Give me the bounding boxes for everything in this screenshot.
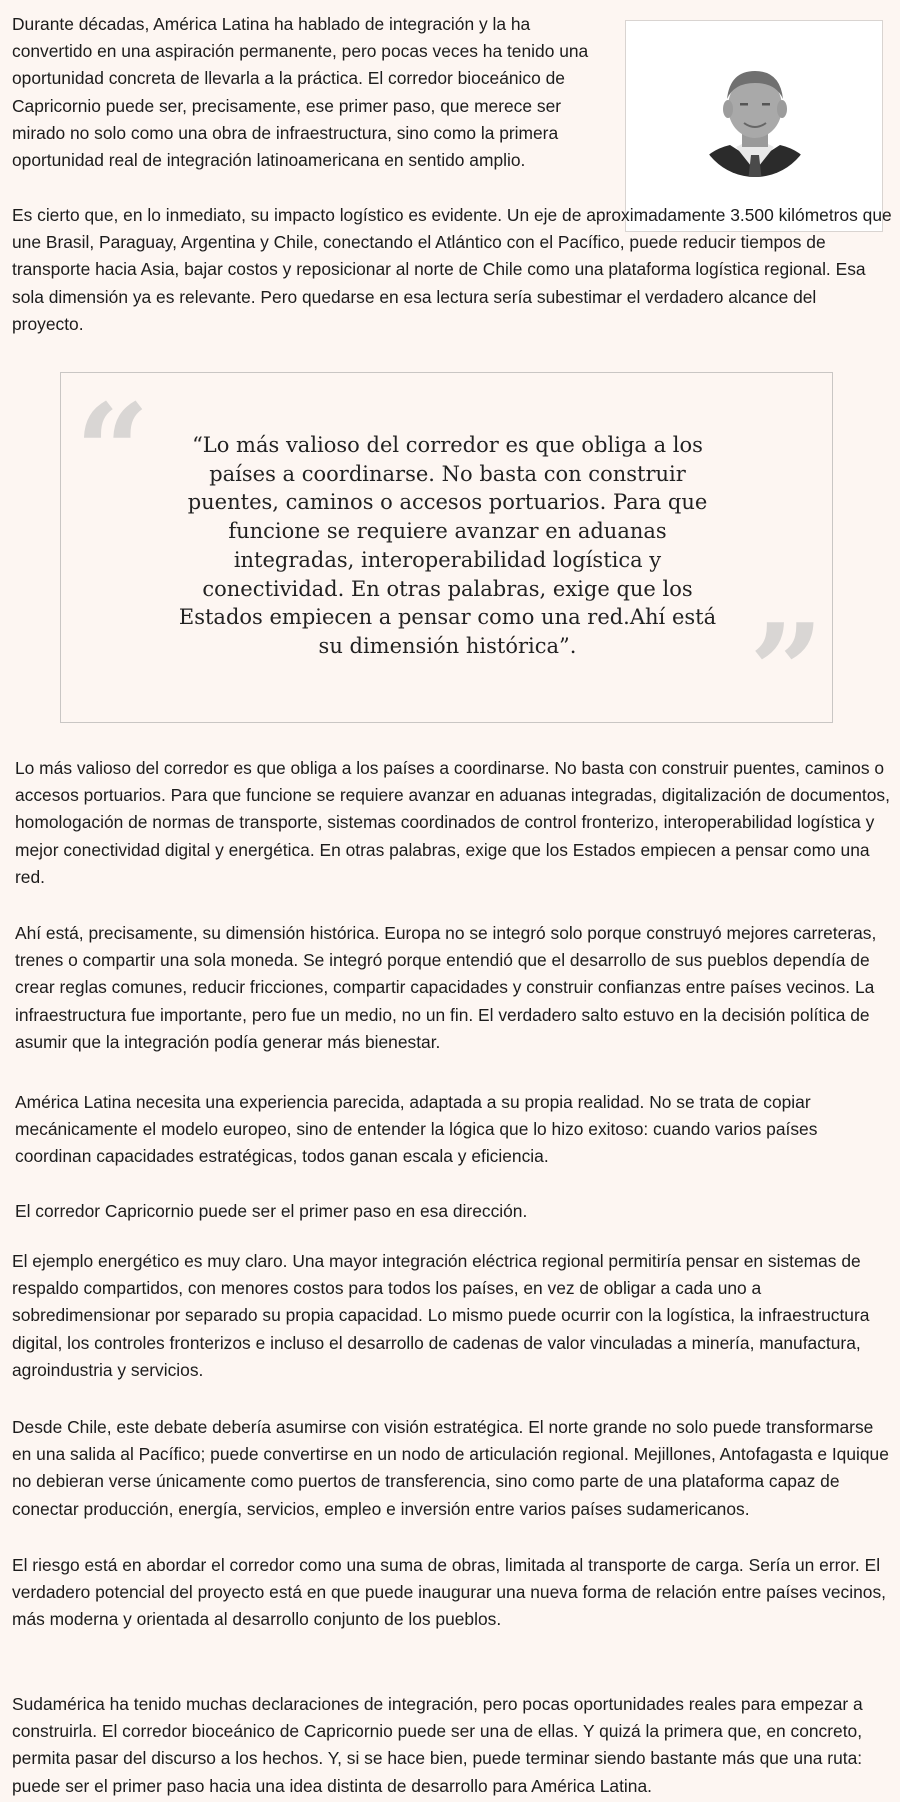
paragraph-5: América Latina necesita una experiencia parecida, adaptada a su propia realidad. No se trata de copiar mecánicamente el modelo europeo, sino de entender la lógica que lo hizo exitoso: cuando varios países coordinan capacidades estratégicas, todos ganan escala y eficiencia. (15, 1092, 818, 1167)
author-photo (625, 20, 883, 232)
paragraph-1: Durante décadas, América Latina ha hablado de integración y la ha convertido en una aspiración permanente, pero pocas veces ha tenido una oportunidad concreta de llevarla a la práctica. El corredor bioceánico de Capricornio puede ser, precisamente, ese primer paso, que merece ser mirado no solo como una obra de infraestructura, sino como la primera oportunidad real de integración latinoamericana en sentido amplio. (12, 14, 589, 171)
paragraph-4: Ahí está, precisamente, su dimensión histórica. Europa no se integró solo porque construyó mejores carreteras, trenes o compartir una sola moneda. Se integró porque entendió que el desarrollo de sus pueblos dependía de crear reglas comunes, reducir fricciones, compartir capacidades y construir confianzas entre países vecinos. La infraestructura fue importante, pero fue un medio, no un fin. El verdadero salto estuvo en la decisión política de asumir que la integración podía generar más bienestar. (15, 923, 877, 1052)
paragraph-6: El corredor Capricornio puede ser el primer paso en esa dirección. (15, 1201, 528, 1221)
paragraph-3: Lo más valioso del corredor es que obliga a los países a coordinarse. No basta con construir puentes, caminos o accesos portuarios. Para que funcione se requiere avanzar en aduanas integradas, digitalización de documentos, homologación de normas de transporte, sistemas coordinados de control fronterizo, interoperabilidad logística y mejor conectividad digital y energética. En otras palabras, exige que los Estados empiecen a pensar como una red. (15, 758, 890, 887)
paragraph-9: El riesgo está en abordar el corredor como una suma de obras, limitada al transporte de carga. Sería un error. El verdadero potencial del proyecto está en que puede inaugurar una nueva forma de relación entre países vecinos, más moderna y orientada al desarrollo conjunto de los pueblos. (12, 1555, 886, 1630)
pull-quote-text: “Lo más valioso del corredor es que obliga a los países a coordinarse. No basta con construir puentes, caminos o accesos portuarios. Para que funcione se requiere avanzar en aduanas integradas, interoperabilidad logística y conectividad. En otras palabras, exige que los Estados empiecen a pensar como una red.Ahí está su dimensión histórica”. (178, 433, 717, 658)
paragraph-10: Sudamérica ha tenido muchas declaraciones de integración, pero pocas oportunidades reales para empezar a construirla. El corredor bioceánico de Capricornio puede ser una de ellas. Y quizá la primera que, en concreto, permita pasar del discurso a los hechos. Y, si se hace bien, puede terminar siendo bastante más que una ruta: puede ser el primer paso hacia una idea distinta de desarrollo para América Latina. (12, 1694, 863, 1796)
paragraph-7: El ejemplo energético es muy claro. Una mayor integración eléctrica regional permitiría pensar en sistemas de respaldo compartidos, con menores costos para todos los países, en vez de obligar a cada uno a sobredimensionar por separado su propia capacidad. Lo mismo puede ocurrir con la logística, la infraestructura digital, los controles fronterizos e incluso el desarrollo de cadenas de valor vinculadas a minería, manufactura, agroindustria y servicios. (12, 1251, 870, 1380)
close-quote-icon: ” (749, 595, 824, 748)
open-quote-icon: “ (75, 375, 150, 528)
pull-quote (60, 372, 833, 748)
paragraph-8: Desde Chile, este debate debería asumirse con visión estratégica. El norte grande no solo puede transformarse en una salida al Pacífico; puede convertirse en un nodo de articulación regional. Mejillones, Antofagasta e Iquique no debieran verse únicamente como puertos de transferencia, sino como parte de una plataforma capaz de conectar producción, energía, servicios, empleo e inversión entre varios países sudamericanos. (12, 1417, 889, 1519)
paragraph-2: Es cierto que, en lo inmediato, su impacto logístico es evidente. Un eje de aproximadamente 3.500 kilómetros que une Brasil, Paraguay, Argentina y Chile, conectando el Atlántico con el Pacífico, puede reducir tiempos de transporte hacia Asia, bajar costos y reposicionar al norte de Chile como una plataforma logística regional. Esa sola dimensión ya es relevante. Pero quedarse en esa lectura sería subestimar el verdadero alcance del proyecto. (12, 205, 892, 334)
